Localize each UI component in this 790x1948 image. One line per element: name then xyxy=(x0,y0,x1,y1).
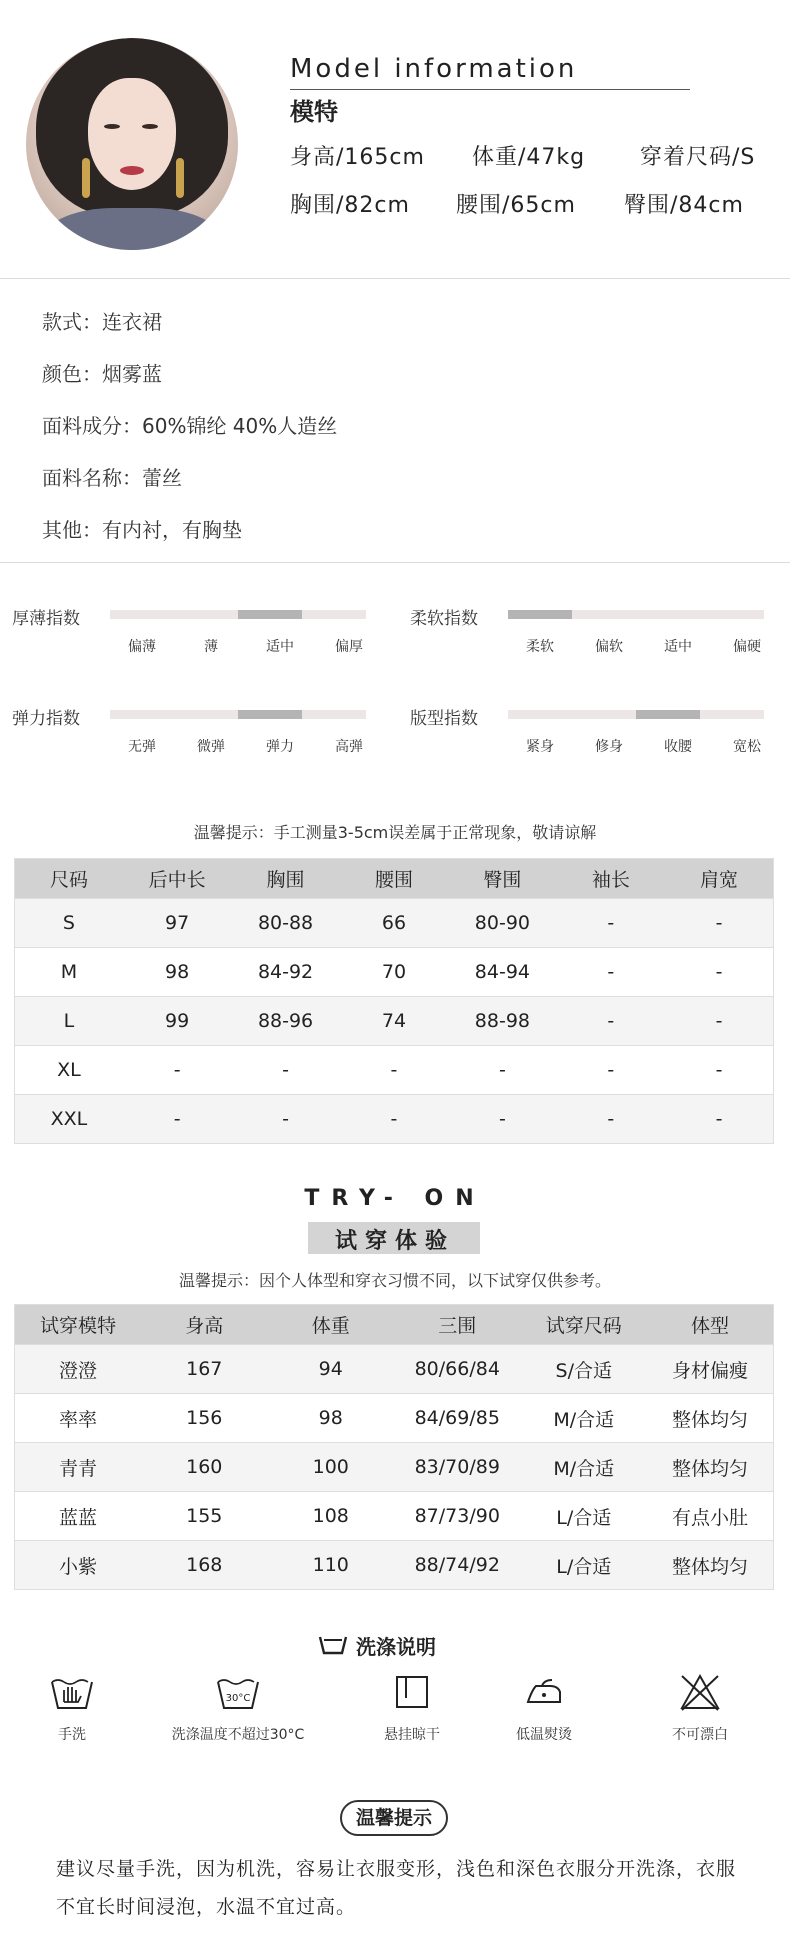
wash-30-icon xyxy=(214,1672,262,1712)
low-iron-icon xyxy=(522,1672,566,1712)
table-cell: - xyxy=(665,948,773,997)
tryon-title-cn: 试穿体验 xyxy=(334,1229,455,1254)
wash-label-hand: 手洗 xyxy=(58,1727,86,1743)
table-cell: 167 xyxy=(141,1345,268,1394)
table-cell: 168 xyxy=(141,1541,268,1590)
table-row xyxy=(15,1492,774,1541)
index-title: 柔软指数 xyxy=(410,609,478,629)
model-heading-underline xyxy=(290,89,690,90)
divider xyxy=(0,562,790,563)
column-header: 三围 xyxy=(394,1305,521,1345)
tryon-title-en: TRY- ON xyxy=(304,1186,486,1211)
table-cell: - xyxy=(448,1095,556,1144)
table-cell: 小紫 xyxy=(15,1541,142,1590)
table-cell: 84-92 xyxy=(231,948,339,997)
model-hip: 臀围/84cm xyxy=(624,193,744,218)
model-height: 身高/165cm xyxy=(290,145,425,170)
table-cell: 澄澄 xyxy=(15,1345,142,1394)
table-row xyxy=(15,1095,774,1144)
table-row xyxy=(15,948,774,997)
table-cell: 83/70/89 xyxy=(394,1443,521,1492)
table-row xyxy=(15,1046,774,1095)
model-waist: 腰围/65cm xyxy=(456,193,576,218)
index-label: 宽松 xyxy=(733,739,761,755)
table-cell: 整体均匀 xyxy=(647,1394,774,1443)
index-label: 适中 xyxy=(266,639,294,655)
wash-label-temp: 洗涤温度不超过30°C xyxy=(171,1727,305,1743)
table-cell: - xyxy=(557,948,665,997)
table-cell: - xyxy=(557,899,665,948)
product-color: 颜色：烟雾蓝 xyxy=(42,362,162,386)
table-cell: 98 xyxy=(123,948,231,997)
table-row xyxy=(15,997,774,1046)
wash-label-bleach: 不可漂白 xyxy=(672,1727,728,1743)
table-cell: XL xyxy=(15,1046,123,1095)
wash-item-iron xyxy=(464,1672,624,1744)
table-cell: - xyxy=(340,1046,448,1095)
index-label: 修身 xyxy=(595,739,623,755)
table-cell: - xyxy=(557,997,665,1046)
product-style: 款式：连衣裙 xyxy=(42,310,162,334)
table-cell: - xyxy=(557,1046,665,1095)
model-size: 穿着尺码/S xyxy=(640,145,756,170)
wash-label-hang: 悬挂晾干 xyxy=(384,1727,440,1743)
model-heading: Model information xyxy=(290,54,578,84)
index-marker xyxy=(238,610,302,619)
wash-item-bleach xyxy=(620,1672,780,1744)
table-cell: 80-90 xyxy=(448,899,556,948)
index-title: 弹力指数 xyxy=(12,709,80,729)
column-header: 胸围 xyxy=(231,859,339,899)
no-bleach-icon xyxy=(678,1672,722,1712)
index-label: 偏薄 xyxy=(128,639,156,655)
table-cell: S/合适 xyxy=(521,1345,648,1394)
model-weight: 体重/47kg xyxy=(472,145,586,170)
column-header: 身高 xyxy=(141,1305,268,1345)
tips-title: 温馨提示 xyxy=(340,1800,448,1836)
column-header: 体重 xyxy=(268,1305,395,1345)
size-table xyxy=(14,858,774,1144)
column-header: 臀围 xyxy=(448,859,556,899)
table-cell: 108 xyxy=(268,1492,395,1541)
table-row xyxy=(15,1443,774,1492)
table-cell: 有点小肚 xyxy=(647,1492,774,1541)
basin-icon xyxy=(318,1634,348,1656)
column-header: 体型 xyxy=(647,1305,774,1345)
column-header: 肩宽 xyxy=(665,859,773,899)
wash-item-temp xyxy=(158,1672,318,1744)
table-cell: M/合适 xyxy=(521,1394,648,1443)
table-row xyxy=(15,1345,774,1394)
index-marker xyxy=(508,610,572,619)
table-cell: - xyxy=(665,997,773,1046)
index-marker xyxy=(636,710,700,719)
table-cell: - xyxy=(123,1095,231,1144)
table-cell: 88/74/92 xyxy=(394,1541,521,1590)
model-bust: 胸围/82cm xyxy=(290,193,410,218)
table-cell: - xyxy=(123,1046,231,1095)
column-header: 腰围 xyxy=(340,859,448,899)
table-cell: 84/69/85 xyxy=(394,1394,521,1443)
table-cell: 80/66/84 xyxy=(394,1345,521,1394)
index-track xyxy=(508,710,764,719)
index-label: 无弹 xyxy=(128,739,156,755)
index-label: 柔软 xyxy=(526,639,554,655)
table-cell: - xyxy=(557,1095,665,1144)
table-cell: L/合适 xyxy=(521,1492,648,1541)
column-header: 试穿尺码 xyxy=(521,1305,648,1345)
tips-text: 建议尽量手洗，因为机洗，容易让衣服变形，浅色和深色衣服分开洗涤，衣服不宜长时间浸泡，水温不宜过高。 xyxy=(56,1858,737,1918)
table-cell: L xyxy=(15,997,123,1046)
table-cell: 87/73/90 xyxy=(394,1492,521,1541)
table-cell: - xyxy=(448,1046,556,1095)
index-label: 弹力 xyxy=(266,739,294,755)
index-marker xyxy=(238,710,302,719)
table-cell: - xyxy=(665,899,773,948)
tryon-table xyxy=(14,1304,774,1590)
table-cell: 率率 xyxy=(15,1394,142,1443)
table-cell: 80-88 xyxy=(231,899,339,948)
product-other: 其他：有内衬，有胸垫 xyxy=(42,518,242,542)
table-cell: 70 xyxy=(340,948,448,997)
table-row xyxy=(15,1541,774,1590)
column-header: 试穿模特 xyxy=(15,1305,142,1345)
table-cell: 160 xyxy=(141,1443,268,1492)
table-cell: 97 xyxy=(123,899,231,948)
table-cell: 青青 xyxy=(15,1443,142,1492)
table-cell: - xyxy=(665,1095,773,1144)
model-section xyxy=(0,0,790,278)
table-cell: 整体均匀 xyxy=(647,1541,774,1590)
table-cell: 94 xyxy=(268,1345,395,1394)
table-cell: 蓝蓝 xyxy=(15,1492,142,1541)
table-row xyxy=(15,899,774,948)
table-cell: 66 xyxy=(340,899,448,948)
index-label: 紧身 xyxy=(526,739,554,755)
table-cell: 身材偏瘦 xyxy=(647,1345,774,1394)
table-cell: - xyxy=(231,1046,339,1095)
column-header: 后中长 xyxy=(123,859,231,899)
model-avatar xyxy=(26,38,238,250)
divider xyxy=(0,278,790,279)
table-cell: 156 xyxy=(141,1394,268,1443)
index-label: 高弹 xyxy=(335,739,363,755)
index-title: 版型指数 xyxy=(410,709,478,729)
table-cell: 84-94 xyxy=(448,948,556,997)
table-cell: L/合适 xyxy=(521,1541,648,1590)
washing-title: 洗涤说明 xyxy=(356,1635,436,1659)
table-cell: 88-96 xyxy=(231,997,339,1046)
index-label: 微弹 xyxy=(197,739,225,755)
index-track xyxy=(110,710,366,719)
index-label: 薄 xyxy=(204,639,218,655)
index-label: 偏厚 xyxy=(335,639,363,655)
table-cell: 100 xyxy=(268,1443,395,1492)
table-cell: 99 xyxy=(123,997,231,1046)
wash-label-iron: 低温熨烫 xyxy=(516,1727,572,1743)
table-cell: 整体均匀 xyxy=(647,1443,774,1492)
table-cell: 98 xyxy=(268,1394,395,1443)
table-cell: XXL xyxy=(15,1095,123,1144)
column-header: 袖长 xyxy=(557,859,665,899)
table-cell: M xyxy=(15,948,123,997)
table-cell: - xyxy=(665,1046,773,1095)
product-fabric: 面料名称：蕾丝 xyxy=(42,466,182,490)
table-cell: S xyxy=(15,899,123,948)
table-row xyxy=(15,1394,774,1443)
size-note: 温馨提示：手工测量3-5cm误差属于正常现象，敬请谅解 xyxy=(193,823,597,842)
wash-item-hand xyxy=(0,1672,152,1744)
table-cell: 155 xyxy=(141,1492,268,1541)
wash-temp-text: 30°C xyxy=(225,1693,251,1704)
index-label: 适中 xyxy=(664,639,692,655)
hang-dry-icon xyxy=(392,1672,432,1712)
index-track xyxy=(508,610,764,619)
table-cell: - xyxy=(340,1095,448,1144)
index-track xyxy=(110,610,366,619)
size-table-header xyxy=(15,859,774,899)
table-cell: - xyxy=(231,1095,339,1144)
table-cell: M/合适 xyxy=(521,1443,648,1492)
hand-wash-icon xyxy=(48,1672,96,1712)
index-label: 偏软 xyxy=(595,639,623,655)
table-cell: 88-98 xyxy=(448,997,556,1046)
index-label: 偏硬 xyxy=(733,639,761,655)
product-composition: 面料成分：60%锦纶 40%人造丝 xyxy=(42,414,338,438)
tryon-table-header xyxy=(15,1305,774,1345)
table-cell: 74 xyxy=(340,997,448,1046)
tryon-note: 温馨提示：因个人体型和穿衣习惯不同，以下试穿仅供参考。 xyxy=(178,1271,611,1290)
index-label: 收腰 xyxy=(664,739,692,755)
table-cell: 110 xyxy=(268,1541,395,1590)
index-title: 厚薄指数 xyxy=(12,609,80,629)
model-heading-cn: 模特 xyxy=(290,98,338,126)
column-header: 尺码 xyxy=(15,859,123,899)
